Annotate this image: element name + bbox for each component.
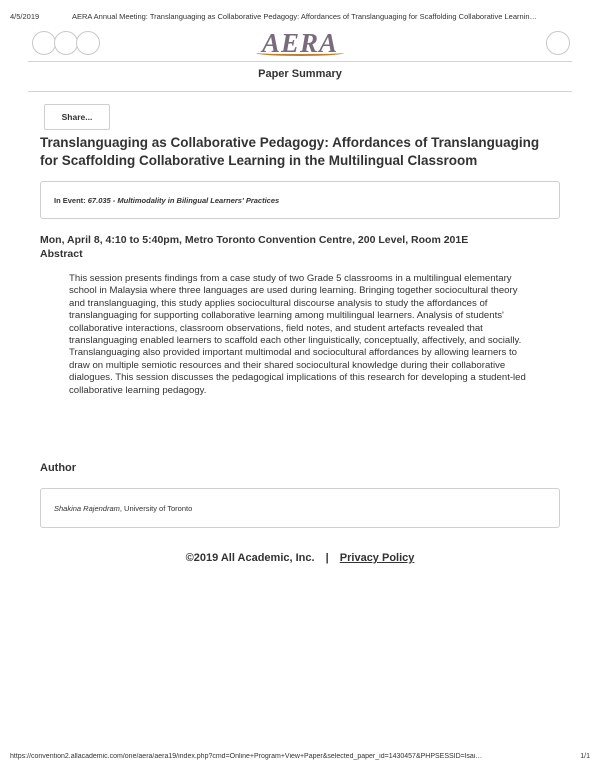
abstract-text: This session presents findings from a case study of two Grade 5 classrooms in a multilingual elementary school in Malaysia where three languages are used during learning. Bringing together sociocultural theory and translanguaging, this study applies sociocultural discourse analysis to study the affordances of translanguaging for supporting collaborative learning among multilingual learners. Analysis of students' collaborative interactions, classroom observations, field notes, and student artefacts revealed that translanguaging enabled learners to scaffold each other linguistically, conceptually, affectively, and socially. Translanguaging also provided important multimodal and sociocultural affordances by allowing learners to draw on multiple semiotic resources and their shared sociocultural knowledge during their collaborative dialogues. This session discusses the pedagogical implications of this research for developing a student-led collaborative learning pedagogy.: [69, 273, 526, 396]
section-title: Paper Summary: [258, 68, 342, 80]
paper-title: Translanguaging as Collaborative Pedagogy: Affordances of Translanguaging for Scaffolding Collaborative Learning in the Multilingual Classroom: [40, 135, 540, 168]
event-box: [40, 181, 560, 219]
event-link[interactable]: 67.035 - Multimodality in Bilingual Learners' Practices: [87, 196, 280, 205]
session-datetime-location: Mon, April 8, 4:10 to 5:40pm, Metro Toronto Convention Centre, 200 Level, Room 201E: [40, 234, 469, 246]
author-box: [40, 488, 560, 528]
copyright: ©2019 All Academic, Inc.: [185, 552, 315, 564]
privacy-policy-link[interactable]: Privacy Policy: [339, 552, 415, 564]
share-button[interactable]: Share...: [44, 104, 110, 130]
print-page-title: AERA Annual Meeting: Translanguaging as Collaborative Pedagogy: Affordances of Translanguaging for Scaffolding Collaborative Learnin…: [72, 12, 538, 21]
page-footer: [0, 552, 600, 564]
author-name: Shakina Rajendram: [54, 504, 120, 513]
print-header: [10, 12, 590, 21]
author-affiliation: , University of Toronto: [119, 504, 193, 513]
divider-top: [28, 61, 572, 62]
aera-logo[interactable]: [0, 28, 600, 56]
divider-summary: [28, 91, 572, 92]
logo-text: AERA: [261, 28, 339, 58]
print-url: https://convention2.allacademic.com/one/aera/aera19/index.php?cmd=Online+Program+View+Paper&selected_paper_id=1430457&PHPSESSID=lsai…: [10, 753, 483, 760]
print-page-number: 1/1: [580, 753, 590, 760]
print-date: 4/5/2019: [10, 12, 40, 21]
abstract-heading: Abstract: [40, 248, 83, 260]
footer-separator: |: [325, 552, 329, 564]
event-label: In Event:: [54, 196, 86, 205]
author-heading: Author: [40, 462, 77, 474]
print-footer: [10, 753, 590, 760]
